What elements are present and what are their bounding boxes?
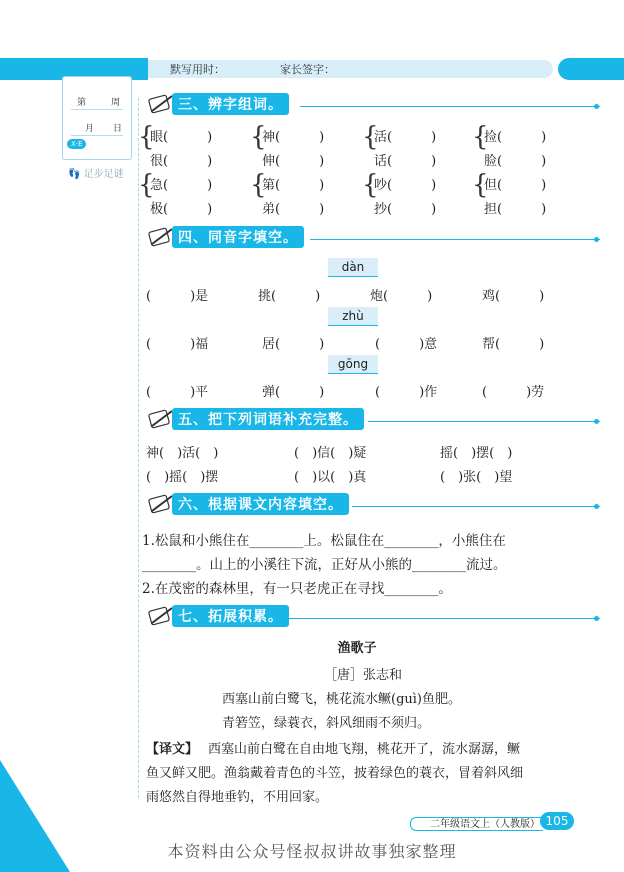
section-4-line <box>310 239 600 240</box>
word-pair-item[interactable]: 急( ) <box>150 178 213 193</box>
word-pair-item[interactable]: 第( ) <box>262 178 325 193</box>
translation-line: 鱼又鲜又肥。渔翁戴着青色的斗笠，披着绿色的蓑衣，冒着斜风细 <box>146 766 524 781</box>
section-6-title <box>146 493 349 515</box>
fill-sentence[interactable]: ________。山上的小溪往下流，正好从小熊的________流过。 <box>142 557 507 573</box>
section-5-label: 五、把下列词语补充完整。 <box>172 408 364 430</box>
calendar-badge: X·E <box>67 139 86 149</box>
calendar-day-label: 日 <box>113 124 123 134</box>
word-pair-item[interactable]: 伸( ) <box>262 154 325 169</box>
margin-line <box>138 98 139 798</box>
section-4-label: 四、同音字填空。 <box>172 226 304 248</box>
section-5-line <box>368 421 600 422</box>
word-pair-item[interactable]: 神( ) <box>262 130 325 145</box>
footprint-icon: 👣 <box>68 169 81 180</box>
watermark-text: 本资料由公众号怪叔叔讲故事独家整理 <box>167 842 457 861</box>
brace: { <box>250 170 267 200</box>
translation-label: 【译文】 <box>146 742 199 757</box>
word-pair-item[interactable]: 抄( ) <box>374 202 437 217</box>
poem-title: 渔歌子 <box>337 641 377 656</box>
word-pair-item[interactable]: 活( ) <box>374 130 437 145</box>
section-3-dot <box>594 104 599 109</box>
steps-label: 足步足谜 <box>83 169 124 180</box>
translation-line: 雨悠然自得地垂钓，不用回家。 <box>146 790 329 805</box>
word-pair-item[interactable]: 弟( ) <box>262 202 325 217</box>
fill-sentence[interactable]: 1.松鼠和小熊住在________上。松鼠住在________，小熊住在 <box>142 533 506 549</box>
word-pair-item[interactable]: 极( ) <box>150 202 213 217</box>
calendar-month-label: 月 <box>85 124 95 134</box>
fill-sentence[interactable]: 2.在茂密的森林里，有一只老虎正在寻找________。 <box>142 581 452 597</box>
fill-item[interactable]: ( )意 <box>375 337 438 352</box>
section-6-label: 六、根据课文内容填空。 <box>172 493 349 515</box>
pinyin-box: gōng <box>328 355 378 374</box>
dictation-time-label: 默写用时： <box>170 63 225 76</box>
idiom-item[interactable]: ( )摇( )摆 <box>146 470 219 485</box>
section-6-dot <box>594 504 599 509</box>
poem-line: 西塞山前白鹭飞，桃花流水鳜(guì)鱼肥。 <box>222 692 461 707</box>
idiom-item[interactable]: ( )张( )望 <box>440 470 513 485</box>
calendar-week-label2: 周 <box>111 98 121 108</box>
brace: { <box>138 170 155 200</box>
section-7-title <box>146 605 289 627</box>
word-pair-item[interactable]: 捡( ) <box>484 130 547 145</box>
section-4-dot <box>594 237 599 242</box>
word-pair-item[interactable]: 吵( ) <box>374 178 437 193</box>
header-right-bar <box>558 58 624 80</box>
section-5-dot <box>594 419 599 424</box>
idiom-item[interactable]: 神( )活( ) <box>146 446 219 461</box>
fill-item[interactable]: 居( ) <box>262 337 325 352</box>
footprint-steps <box>68 165 124 180</box>
pinyin-box: dàn <box>328 258 378 277</box>
section-5-title <box>146 408 364 430</box>
word-pair-item[interactable]: 很( ) <box>150 154 213 169</box>
parent-sign-label: 家长签字： <box>280 63 335 76</box>
section-3-label: 三、辨字组词。 <box>172 93 289 115</box>
section-4-title <box>146 226 304 248</box>
brace: { <box>362 170 379 200</box>
fill-item[interactable]: 炮( ) <box>370 289 433 304</box>
poem-line: 青箬笠，绿蓑衣，斜风细雨不须归。 <box>222 716 431 731</box>
section-3-line <box>300 106 600 107</box>
footer-book-label: 二年级语文上（人教版） <box>430 819 540 830</box>
fill-item[interactable]: ( )福 <box>146 337 209 352</box>
fill-item[interactable]: ( )平 <box>146 385 209 400</box>
fill-item[interactable]: 帮( ) <box>482 337 545 352</box>
word-pair-item[interactable]: 担( ) <box>484 202 547 217</box>
brace: { <box>472 170 489 200</box>
calendar-card <box>62 76 132 160</box>
section-6-line <box>352 506 600 507</box>
section-7-label: 七、拓展积累。 <box>172 605 289 627</box>
fill-item[interactable]: 弹( ) <box>262 385 325 400</box>
fill-item[interactable]: ( )劳 <box>482 385 545 400</box>
word-pair-item[interactable]: 话( ) <box>374 154 437 169</box>
word-pair-item[interactable]: 但( ) <box>484 178 547 193</box>
brace: { <box>472 122 489 152</box>
fill-item[interactable]: ( )作 <box>375 385 438 400</box>
brace: { <box>250 122 267 152</box>
word-pair-item[interactable]: 眼( ) <box>150 130 213 145</box>
idiom-item[interactable]: 摇( )摆( ) <box>440 446 513 461</box>
pinyin-box: zhù <box>328 307 378 326</box>
poem-author: ［唐］张志和 <box>324 668 403 683</box>
translation-line: 西塞山前白鹭在自由地飞翔，桃花开了，流水潺潺，鳜 <box>208 742 521 757</box>
word-pair-item[interactable]: 脸( ) <box>484 154 547 169</box>
fill-item[interactable]: 鸡( ) <box>482 289 545 304</box>
fill-item[interactable]: 挑( ) <box>258 289 321 304</box>
idiom-item[interactable]: ( )信( )疑 <box>294 446 367 461</box>
brace: { <box>138 122 155 152</box>
section-3-title <box>146 93 289 115</box>
section-7-dot <box>594 616 599 621</box>
section-7-line <box>276 618 600 619</box>
brace: { <box>362 122 379 152</box>
page-number: 105 <box>540 812 574 830</box>
calendar-week-label: 第 <box>77 98 87 108</box>
fill-item[interactable]: ( )是 <box>146 289 209 304</box>
idiom-item[interactable]: ( )以( )真 <box>294 470 367 485</box>
